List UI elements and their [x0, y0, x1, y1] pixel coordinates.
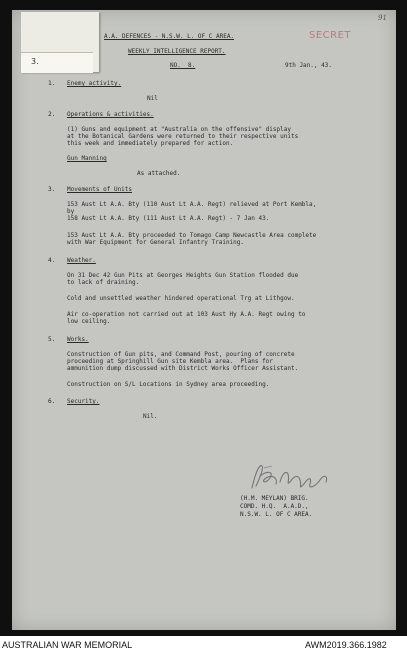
- classification-stamp: SECRET: [309, 30, 352, 41]
- section-number: 4.: [48, 257, 56, 264]
- report-title: WEEKLY INTELLIGENCE REPORT.: [128, 48, 226, 55]
- section-heading: Operations & activities.: [67, 111, 154, 118]
- footer-institution: AUSTRALIAN WAR MEMORIAL: [2, 640, 133, 650]
- paragraph-line: 158 Aust Lt A.A. Bty (111 Aust Lt A.A. Regt) - 7 Jan 43.: [67, 215, 270, 222]
- section-number: 3.: [48, 186, 56, 193]
- paragraph-line: Air co-operation not carried out at 103 Aust Hy A.A. Regt owing to: [67, 311, 306, 318]
- section-number: 6.: [48, 398, 56, 405]
- paragraph-line: this week and immediately prepared for action.: [67, 140, 234, 147]
- footer-accession-number: AWM2019.366.1982: [305, 640, 387, 650]
- paragraph-line: (1) Guns and equipment at "Australia on the offensive" display: [67, 126, 291, 133]
- paragraph-line: Cold and unsettled weather hindered operational Trg at Lithgow.: [67, 295, 295, 302]
- report-date: 9th Jan., 43.: [285, 62, 332, 69]
- paragraph-line: low ceiling.: [67, 318, 111, 325]
- paragraph-line: proceeding at Springhill Gun site Kembla area. Plans for: [67, 358, 273, 365]
- signatory-name: (H.M. MEYLAN) BRIG.: [240, 495, 309, 502]
- paragraph-line: ammunition dump discussed with District Works Officer Assistant.: [67, 365, 299, 372]
- paragraph-line: 153 Aust Lt A.A. Bty (110 Aust Lt A.A. Regt) relieved at Port Kembla,: [67, 201, 317, 208]
- section-number: 5.: [48, 336, 56, 343]
- paragraph-line: Construction of Gun pits, and Command Post, pouring of concrete: [67, 351, 295, 358]
- report-number: NO. 8.: [170, 62, 196, 69]
- sub-body: As attached.: [137, 170, 181, 177]
- archive-tag: [21, 12, 99, 72]
- section-heading: Movements of Units: [67, 186, 133, 193]
- paragraph-line: with War Equipment for General Infantry Training.: [67, 239, 245, 246]
- signatory-area: N.S.W. L. OF C AREA.: [240, 511, 313, 518]
- section-body: Nil.: [143, 413, 158, 420]
- section-heading: Weather.: [67, 257, 96, 264]
- section-number: 1.: [48, 80, 56, 87]
- section-heading: Enemy activity.: [67, 80, 122, 87]
- section-number: 2.: [48, 111, 56, 118]
- tag-number: 3.: [31, 57, 39, 66]
- signatory-title: COMD. H.Q. A.A.D.,: [240, 503, 309, 510]
- handwritten-signature: [246, 460, 336, 494]
- folio-number: 91: [378, 14, 387, 22]
- paragraph-line: at the Botanical Gardens were returned to their respective units: [67, 133, 299, 140]
- paragraph-line: to lack of draining.: [67, 279, 140, 286]
- paragraph-line: by: [67, 208, 75, 215]
- header-title: A.A. DEFENCES - N.S.W. L. OF C AREA.: [104, 33, 235, 40]
- section-body: Nil: [147, 95, 158, 102]
- archive-tag-label: [21, 52, 93, 73]
- section-heading: Works.: [67, 336, 89, 343]
- paragraph-line: On 31 Dec 42 Gun Pits at Georges Heights Gun Station flooded due: [67, 272, 299, 279]
- paragraph-line: Construction on S/L Locations in Sydney area proceeding.: [67, 381, 270, 388]
- section-heading: Security.: [67, 398, 100, 405]
- paragraph-line: 153 Aust Lt A.A. Bty proceeded to Tomago Camp Newcastle Area complete: [67, 232, 317, 239]
- sub-heading: Gun Manning: [67, 155, 107, 162]
